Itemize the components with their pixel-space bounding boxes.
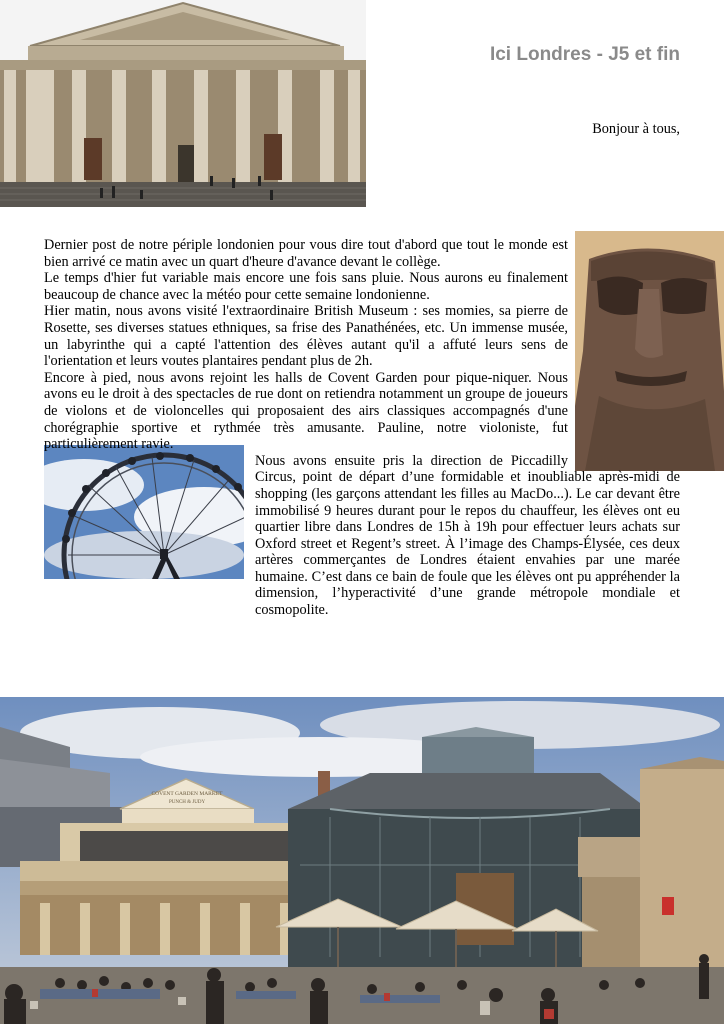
article-paragraph-weather: Le temps d'hier fut variable mais encore une fois sans pluie. Nous aurons eu finalement beaucoup de chance avec la météo pour cette semaine londonienne. — [44, 270, 568, 303]
page-title: Ici Londres - J5 et fin — [489, 44, 680, 65]
market-sign-text: COVENT GARDEN MARKET — [151, 791, 223, 797]
article-paragraph-covent-garden: Encore à pied, nous avons rejoint les halls de Covent Garden pour pique-niquer. Nous avons eu le droit à des spectacles de rue dont on retiendra notamment un groupe de joueurs de violons et de violoncelles qui proposaient des airs classiques accompagnés d'une chorégraphie sportive et rythmée très amusante. Pauline, notre violoniste, fut particulièrement ravie. — [44, 369, 568, 453]
london-eye-photo-spacer — [44, 470, 255, 606]
moai-photo-spacer — [568, 237, 680, 463]
article-paragraph-shopping: Nous avons ensuite pris la direction de Piccadilly Circus, point de départ d’une formidable et inoubliable après-midi de shopping (les garçons attendant les filles au MacDo...). Le car devant être immobilisé 9 heures durant pour le repos du chauffeur, les élèves ont eu quartier libre dans Londres de 15h à 19h pour effectuer leurs achats sur Oxford street et Regent’s street. À l’image des Champs-Élysée, ces deux artères commerçantes de Londres étaient envahies par une marée humaine. C’est dans ce bain de foule que les élèves ont pu appréhender la dimension, l’hyperactivité d’une grande métropole mondiale et cosmopolite. — [255, 452, 680, 619]
covent-garden-photo — [0, 697, 724, 1024]
article-paragraph-museum: Hier matin, nous avons visité l'extraordinaire British Museum : ses momies, sa pierre de Rosette, ses diverses statues ethniques, sa frise des Panathénées, etc. Un immense musée, un labyrinthe qui a capté l'attention des élèves autant qu'il a affuté leurs sens de l'orientation et leurs voutes plantaires pendant plus de 2h. — [44, 303, 568, 370]
greeting: Bonjour à tous, — [592, 121, 680, 137]
article-body — [44, 237, 680, 619]
article-paragraph-arrival: Dernier post de notre périple londonien pour vous dire tout d'abord que tout le monde est bien arrivé ce matin avec un quart d'heure d'avance devant le collège. — [44, 237, 568, 270]
punch-judy-sign-text: PUNCH & JUDY — [168, 800, 206, 805]
british-museum-photo — [0, 0, 366, 207]
